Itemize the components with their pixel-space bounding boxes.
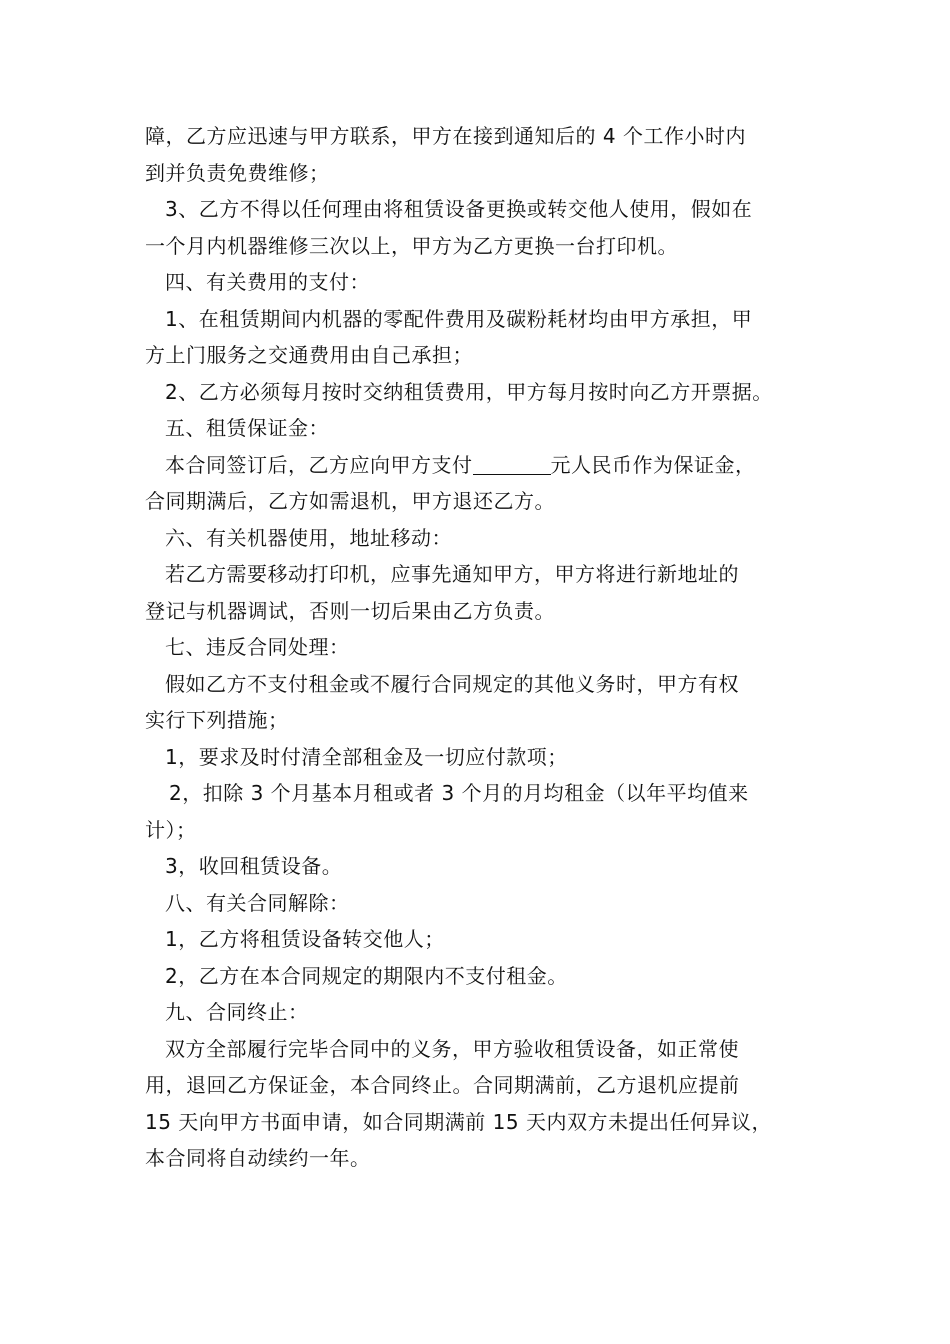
clause-1: 1、在租赁期间内机器的零配件费用及碳粉耗材均由甲方承担，甲 [165, 306, 753, 331]
text-line: 方上门服务之交通费用由自己承担； [145, 343, 473, 367]
text-line: 双方全部履行完毕合同中的义务，甲方验收租赁设备，如正常使 [165, 1036, 739, 1061]
clause-3: 3、乙方不得以任何理由将租赁设备更换或转交他人使用，假如在 [165, 197, 753, 221]
text-line: 登记与机器调试，否则一切后果由乙方负责。 [145, 598, 555, 623]
text-line: 合同期满后，乙方如需退机，甲方退还乙方。 [145, 489, 555, 513]
deposit-text-before: 本合同签订后，乙方应向甲方支付 [165, 452, 473, 477]
text-line: 到并负责免费维修； [145, 160, 330, 185]
text-line: 假如乙方不支付租金或不履行合同规定的其他义务时，甲方有权 [165, 671, 739, 696]
section-heading-5: 五、租赁保证金： [165, 416, 329, 440]
section-heading-6: 六、有关机器使用，地址移动： [165, 525, 452, 550]
measure-1: 1，要求及时付清全部租金及一切应付款项； [165, 744, 568, 769]
text-line: 本合同将自动续约一年。 [145, 1146, 371, 1170]
section-heading-7: 七、违反合同处理： [165, 635, 350, 659]
text-line: 若乙方需要移动打印机，应事先通知甲方，甲方将进行新地址的 [165, 562, 739, 586]
text-line: 用，退回乙方保证金，本合同终止。合同期满前，乙方退机应提前 [145, 1073, 740, 1097]
text-line: 一个月内机器维修三次以上，甲方为乙方更换一台打印机。 [145, 233, 678, 258]
text-line: 计）； [145, 817, 197, 842]
termination-1: 1，乙方将租赁设备转交他人； [165, 927, 445, 951]
measure-2: 2，扣除 3 个月基本月租或者 3 个月的月均租金（以年平均值来 [169, 781, 749, 805]
section-heading-9: 九、合同终止： [165, 1000, 309, 1024]
text-line: 障，乙方应迅速与甲方联系，甲方在接到通知后的 4 个工作小时内 [145, 124, 746, 148]
deposit-line [145, 447, 820, 484]
deposit-text-after: 元人民币作为保证金， [550, 452, 756, 477]
measure-3: 3，收回租赁设备。 [165, 854, 343, 878]
clause-2: 2、乙方必须每月按时交纳租赁费用，甲方每月按时向乙方开票据。 [165, 379, 773, 404]
section-heading-4: 四、有关费用的支付： [165, 270, 370, 294]
text-line: 15 天向甲方书面申请，如合同期满前 15 天内双方未提出任何异议， [145, 1109, 772, 1134]
section-heading-8: 八、有关合同解除： [165, 890, 350, 915]
text-line: 实行下列措施； [145, 708, 289, 732]
deposit-amount-blank [473, 454, 551, 475]
termination-2: 2，乙方在本合同规定的期限内不支付租金。 [165, 963, 568, 988]
